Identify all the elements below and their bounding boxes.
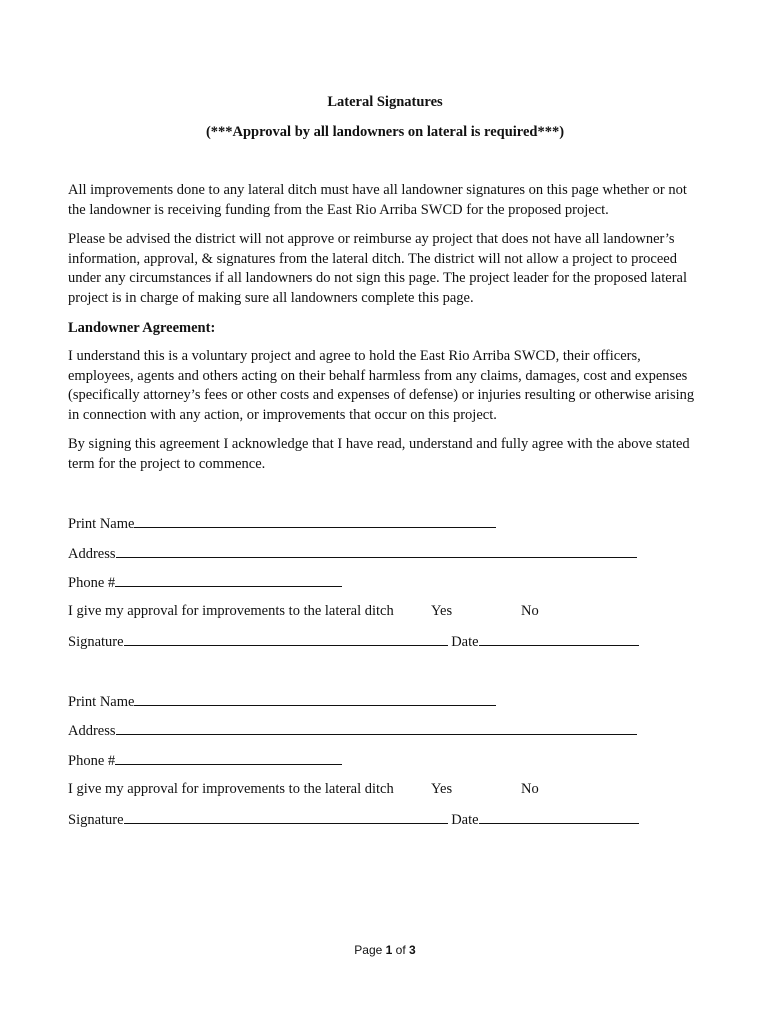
date-label: Date <box>451 812 479 828</box>
page-word: Page <box>354 943 383 957</box>
signature-row <box>68 632 639 651</box>
address-label: Address <box>68 546 116 562</box>
address-label: Address <box>68 723 116 739</box>
address-field[interactable] <box>116 544 637 558</box>
page-number: 1 <box>385 943 393 957</box>
intro-paragraph-2: Please be advised the district will not approve or reimburse ay project that does not have all landowner’s information, approval, & signatures from the lateral ditch. The district will not allow a project to proceed under any circumstances if all landowners do not sign this page. The project leader for the proposed lateral project is in charge of making sure all landowners complete this page. <box>68 231 687 306</box>
page-total: 3 <box>409 943 416 957</box>
signature-row <box>68 810 639 829</box>
approval-yes-option[interactable]: Yes <box>431 603 453 619</box>
document-title: Lateral Signatures <box>327 94 443 110</box>
signature-field[interactable] <box>124 810 448 824</box>
approval-label: I give my approval for improvements to the lateral ditch <box>68 781 394 797</box>
approval-row <box>68 603 394 620</box>
phone-row <box>68 573 342 592</box>
address-field[interactable] <box>116 721 637 735</box>
address-row <box>68 544 637 563</box>
print-name-label: Print Name <box>68 516 135 532</box>
signature-field[interactable] <box>124 632 448 646</box>
print-name-field[interactable] <box>134 692 496 706</box>
of-word: of <box>395 943 406 957</box>
date-field[interactable] <box>479 632 639 646</box>
page-footer <box>0 943 770 957</box>
phone-label: Phone # <box>68 575 116 591</box>
phone-row <box>68 751 342 770</box>
agreement-paragraph-2: By signing this agreement I acknowledge that I have read, understand and fully agree with the above stated term for the project to commence. <box>68 436 690 472</box>
phone-field[interactable] <box>115 573 342 587</box>
approval-row <box>68 781 394 798</box>
agreement-heading: Landowner Agreement: <box>68 320 216 336</box>
print-name-field[interactable] <box>134 514 496 528</box>
address-row <box>68 721 637 740</box>
date-field[interactable] <box>479 810 639 824</box>
approval-label: I give my approval for improvements to the lateral ditch <box>68 603 394 619</box>
phone-label: Phone # <box>68 753 116 769</box>
signature-label: Signature <box>68 634 124 650</box>
approval-yes-option[interactable]: Yes <box>431 781 453 797</box>
approval-no-option[interactable]: No <box>521 603 539 619</box>
approval-no-option[interactable]: No <box>521 781 539 797</box>
signature-label: Signature <box>68 812 124 828</box>
agreement-paragraph-1: I understand this is a voluntary project and agree to hold the East Rio Arriba SWCD, their officers, employees, agents and others acting on their behalf harmless from any claims, damages, cost and expenses (specifically attorney’s fees or other costs and expenses of defense) or injuries resulting or otherwise arising in connection with any action, or improvements that occur on this project. <box>68 348 695 423</box>
print-name-row <box>68 514 496 533</box>
print-name-label: Print Name <box>68 694 135 710</box>
intro-paragraph-1: All improvements done to any lateral ditch must have all landowner signatures on this page whether or not the landowner is receiving funding from the East Rio Arriba SWCD for the proposed project. <box>68 182 687 218</box>
phone-field[interactable] <box>115 751 342 765</box>
print-name-row <box>68 692 496 711</box>
document-subtitle: (***Approval by all landowners on lateral is required***) <box>205 124 565 140</box>
date-label: Date <box>451 634 479 650</box>
